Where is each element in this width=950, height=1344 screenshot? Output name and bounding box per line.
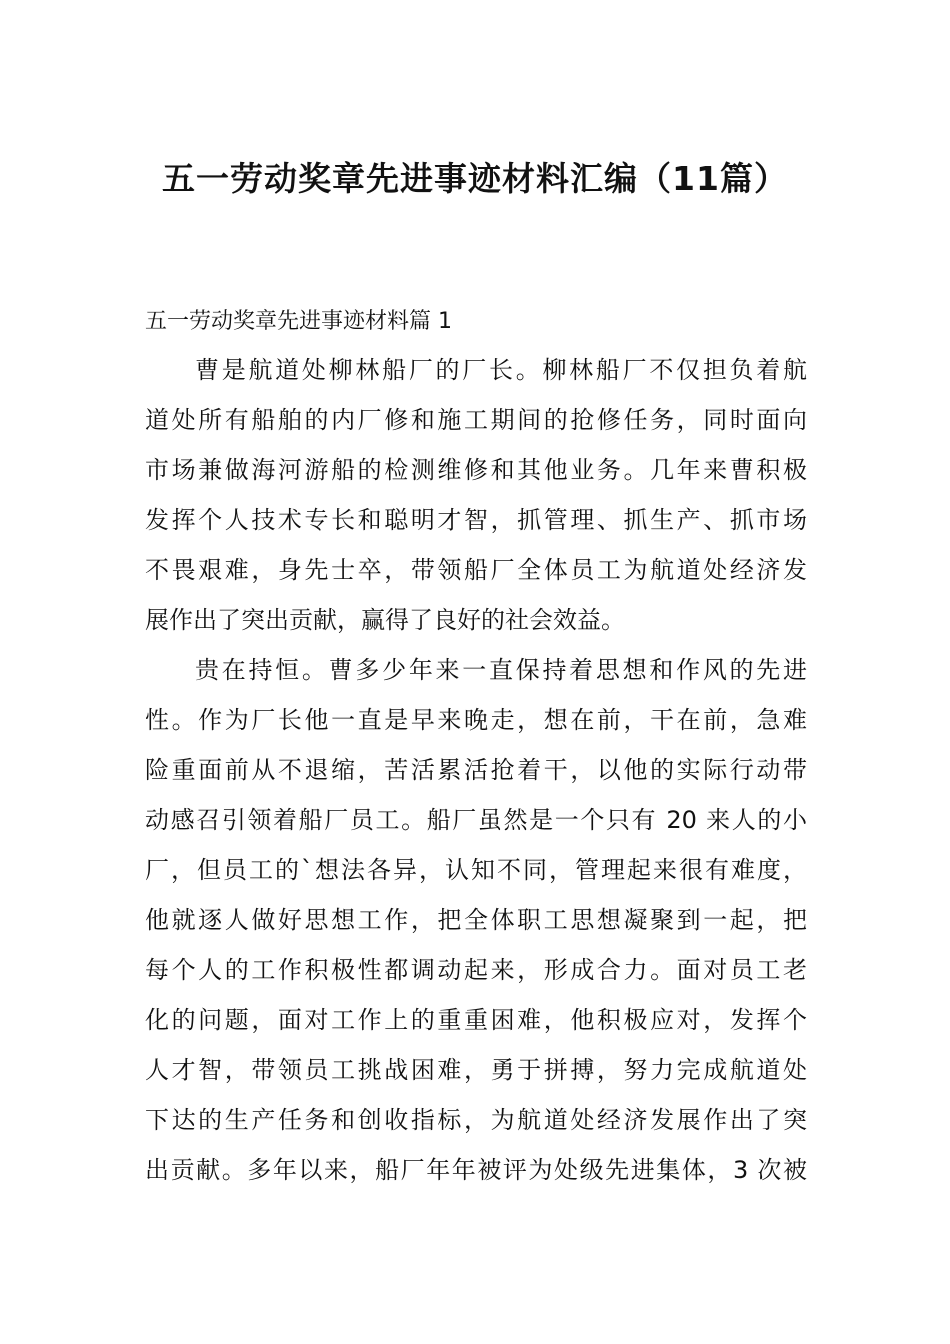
paragraph-line: 出贡献。多年以来，船厂年年被评为处级先进集体，3 次被 bbox=[145, 1156, 807, 1184]
paragraph-line: 动感召引领着船厂员工。船厂虽然是一个只有 20 来人的小 bbox=[145, 806, 807, 834]
paragraph-line: 贵在持恒。曹多少年来一直保持着思想和作风的先进 bbox=[195, 656, 807, 684]
section-heading: 五一劳动奖章先进事迹材料篇 1 bbox=[145, 309, 452, 334]
paragraph-line: 道处所有船舶的内厂修和施工期间的抢修任务，同时面向 bbox=[145, 406, 807, 434]
paragraph-line: 性。作为厂长他一直是早来晚走，想在前，干在前，急难 bbox=[145, 706, 807, 734]
paragraph-line: 化的问题，面对工作上的重重困难，他积极应对，发挥个 bbox=[145, 1006, 807, 1034]
paragraph-line: 人才智，带领员工挑战困难，勇于拼搏，努力完成航道处 bbox=[145, 1056, 807, 1084]
paragraph-line: 曹是航道处柳林船厂的厂长。柳林船厂不仅担负着航 bbox=[195, 356, 807, 384]
paragraph-line: 发挥个人技术专长和聪明才智，抓管理、抓生产、抓市场 bbox=[145, 506, 807, 534]
document-title: 五一劳动奖章先进事迹材料汇编（11篇） bbox=[162, 159, 788, 198]
paragraph-line: 下达的生产任务和创收指标，为航道处经济发展作出了突 bbox=[145, 1106, 807, 1134]
paragraph-line: 不畏艰难，身先士卒，带领船厂全体员工为航道处经济发 bbox=[145, 556, 807, 584]
paragraph-line: 每个人的工作积极性都调动起来，形成合力。面对员工老 bbox=[145, 956, 807, 984]
paragraph-line: 展作出了突出贡献，赢得了良好的社会效益。 bbox=[145, 606, 625, 634]
paragraph-line: 市场兼做海河游船的检测维修和其他业务。几年来曹积极 bbox=[145, 456, 807, 484]
paragraph-line: 厂，但员工的`想法各异，认知不同，管理起来很有难度， bbox=[145, 856, 807, 884]
paragraph-line: 他就逐人做好思想工作，把全体职工思想凝聚到一起，把 bbox=[145, 906, 807, 934]
paragraph-line: 险重面前从不退缩，苦活累活抢着干，以他的实际行动带 bbox=[145, 756, 807, 784]
